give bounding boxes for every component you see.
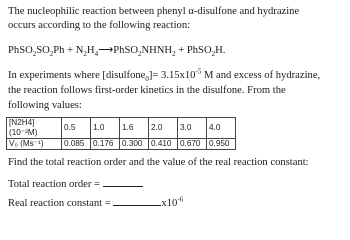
total-order-label: Total reaction order =: [8, 179, 101, 190]
constant-exponent: -6: [177, 195, 184, 204]
table-cell: 0.176: [91, 139, 120, 150]
intro-line-1: The nucleophilic reaction between phenyl α-disulfone and hydrazine: [8, 6, 300, 17]
table-cell: 1.0: [91, 118, 120, 139]
constant-question: [8, 196, 183, 210]
table-cell: 0.085: [62, 139, 91, 150]
constant-answer-blank[interactable]: [113, 196, 161, 206]
kinetics-data-table: [6, 117, 236, 150]
table-cell: 0.950: [207, 139, 236, 150]
reaction-equation: $PhSO_2SO_2Ph$ + $N_2H_4⟶PhSO_2NHNH_2$ + PhSO$_2$H.: [8, 45, 226, 59]
total-order-answer-blank[interactable]: [103, 177, 143, 187]
experiment-line-2: the reaction follows first-order kinetics in the disulfone. From the: [8, 85, 286, 96]
table-cell: 1.6: [120, 118, 149, 139]
table-cell: 2.0: [149, 118, 178, 139]
table-cell: 0.5: [62, 118, 91, 139]
table-row: [7, 118, 236, 139]
constant-unit: x10: [161, 198, 178, 209]
table-row-label: [N2H4](10⁻²M): [7, 118, 62, 139]
intro-line-2: occurs according to the following reaction:: [8, 20, 191, 31]
total-order-question: [8, 177, 143, 191]
reaction-arrow: ⟶: [98, 45, 114, 56]
experiment-line-1: In experiments where [disulfone$_0$]= $3.15x10^{-5}$ M and excess of hydrazine,: [8, 67, 321, 84]
table-cell: 0.300: [120, 139, 149, 150]
table-cell: 4.0: [207, 118, 236, 139]
table-cell: 0.410: [149, 139, 178, 150]
table-row-label: V₀ (Ms⁻¹): [7, 139, 62, 150]
table-row: [7, 139, 236, 150]
experiment-line-3: following values:: [8, 100, 82, 111]
table-cell: 3.0: [178, 118, 207, 139]
constant-label: Real reaction constant =: [8, 198, 111, 209]
question-prompt: Find the total reaction order and the value of the real reaction constant:: [8, 157, 309, 168]
table-cell: 0.670: [178, 139, 207, 150]
